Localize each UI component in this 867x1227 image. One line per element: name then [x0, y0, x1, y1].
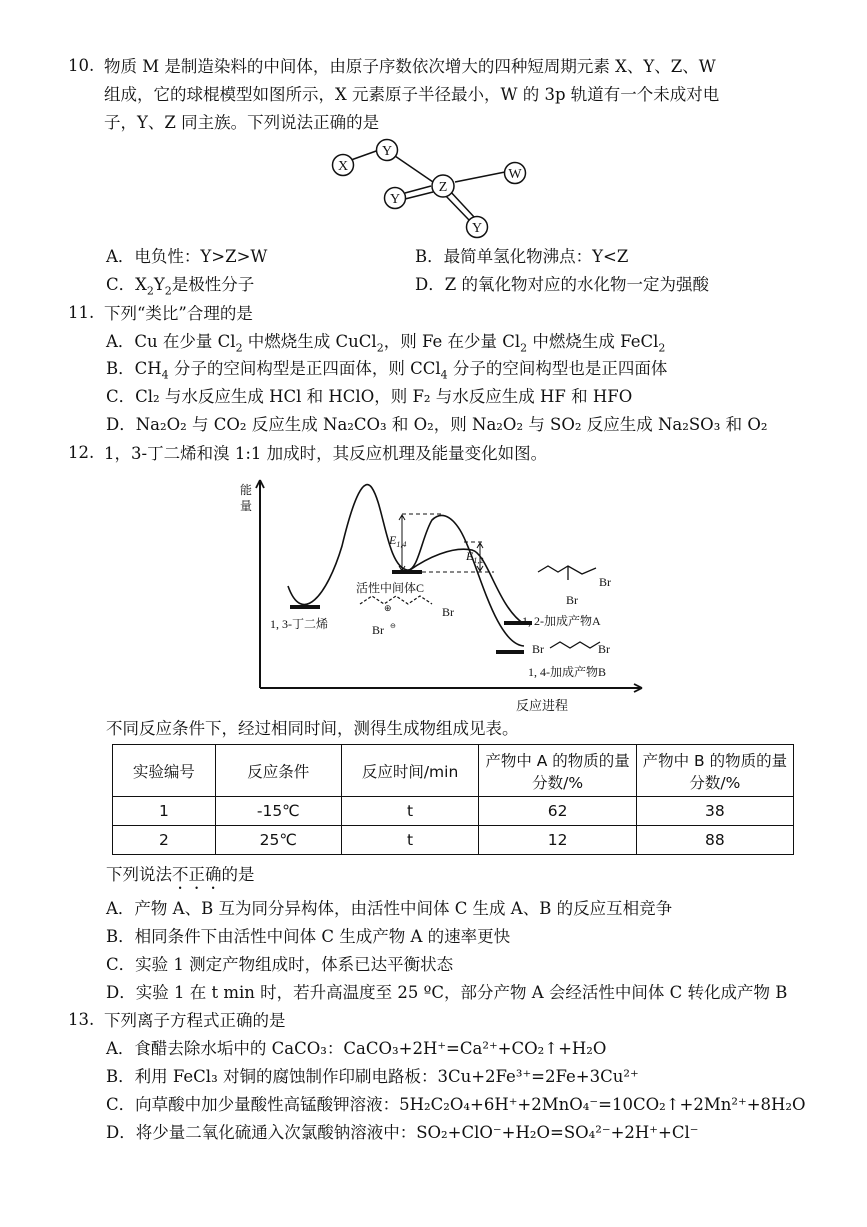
q13-option-d: D．将少量二氧化硫通入次氯酸钠溶液中：SO₂+ClO⁻+H₂O=SO₄²⁻+2H⁺+Cl⁻ — [106, 1123, 699, 1142]
q11-a-sub: 2 — [520, 341, 528, 355]
y-axis-label-1: 能 — [240, 483, 253, 497]
atom-y-label-3: Y — [471, 221, 483, 236]
atom-w-label: W — [508, 167, 522, 182]
question-12-number: 12. — [68, 443, 95, 462]
table-cell: -15℃ — [215, 797, 341, 826]
question-10-stem-line-1: 物质 M 是制造染料的中间体，由原子序数依次增大的四种短周期元素 X、Y、Z、W — [104, 57, 716, 76]
q11-a-part: ，则 Fe 在少量 Cl — [383, 332, 521, 351]
q11-a-sub: 2 — [376, 341, 384, 355]
table-header-cell: 反应条件 — [215, 745, 341, 797]
table-cell: t — [341, 826, 479, 855]
q10-option-c-pre: C．X — [106, 275, 147, 294]
q11-a-sub: 2 — [658, 341, 666, 355]
product-b-label: 1, 4-加成产物B — [528, 665, 607, 679]
e14-label: $E_{1,4}$ — [389, 533, 407, 549]
table-cell: 38 — [636, 797, 793, 826]
q13-option-c: C．向草酸中加少量酸性高锰酸钾溶液：5H₂C₂O₄+6H⁺+2MnO₄⁻=10CO₂↑+2Mn²⁺+8H₂O — [106, 1095, 806, 1114]
table-header-cell: 反应时间/min — [341, 745, 479, 797]
table-cell: 1 — [113, 797, 216, 826]
product-a-br-2: Br — [566, 593, 578, 607]
q11-b-part: 分子的空间构型也是正四面体 — [447, 359, 668, 378]
ball-stick-model — [325, 138, 535, 243]
results-table — [112, 744, 794, 855]
x-axis-label: 反应进程 — [516, 698, 569, 713]
q11-option-a — [106, 331, 665, 353]
table-intro: 不同反应条件下，经过相同时间，测得生成物组成见表。 — [106, 719, 519, 738]
q11-b-sub: 4 — [161, 368, 169, 382]
q12-ask-pre: 下列说法 — [106, 865, 172, 884]
q11-a-part: A．Cu 在少量 Cl — [106, 332, 236, 351]
question-11-number: 11. — [68, 303, 95, 322]
atom-z-label: Z — [438, 180, 448, 195]
atom-x-label: X — [337, 159, 349, 174]
intermediate-br-minus: Br — [372, 623, 384, 637]
q11-b-sub: 4 — [440, 368, 448, 382]
question-10-stem-line-2: 组成，它的球棍模型如图所示，X 元素原子半径最小，W 的 3p 轨道有一个未成对电 — [104, 85, 720, 104]
br-minus-sign: ⊖ — [390, 622, 396, 630]
question-10-number: 10. — [68, 56, 95, 75]
atom-y-label-2: Y — [389, 192, 401, 207]
table-header-cell: 产物中 A 的物质的量分数/% — [479, 745, 636, 797]
q11-a-part: 中燃烧生成 FeCl — [527, 332, 659, 351]
atom-y-label-1: Y — [381, 144, 393, 159]
q11-a-sub: 2 — [235, 341, 243, 355]
q11-a-part: 中燃烧生成 CuCl — [242, 332, 377, 351]
table-row — [113, 797, 794, 826]
y-axis-label-2: 量 — [240, 499, 253, 513]
q10-option-c-sub2: 2 — [164, 284, 172, 298]
intermediate-charge: ⊕ — [384, 603, 392, 613]
q13-option-a: A．食醋去除水垢中的 CaCO₃：CaCO₃+2H⁺=Ca²⁺+CO₂↑+H₂O — [106, 1039, 607, 1058]
q12-option-a: A．产物 A、B 互为同分异构体，由活性中间体 C 生成 A、B 的反应互相竞争 — [106, 899, 673, 918]
q12-ask-emphasis: 不正确 — [172, 865, 222, 884]
intermediate-br-right: Br — [442, 605, 454, 619]
table-header-row — [113, 745, 794, 797]
table-header-cell: 实验编号 — [113, 745, 216, 797]
table-cell: 12 — [479, 826, 636, 855]
question-10-stem-line-3: 子，Y、Z 同主族。下列说法正确的是 — [104, 113, 380, 132]
table-cell: 88 — [636, 826, 793, 855]
q10-option-c-sub1: 2 — [146, 284, 154, 298]
q11-b-part: 分子的空间构型是正四面体，则 CCl — [168, 359, 441, 378]
q12-option-d: D．实验 1 在 t min 时，若升高温度至 25 ºC，部分产物 A 会经活性中间体 C 转化成产物 B — [106, 983, 788, 1002]
table-row — [113, 826, 794, 855]
q12-ask — [106, 864, 255, 893]
product-b-br-1: Br — [532, 642, 544, 656]
q11-b-part: B．CH — [106, 359, 162, 378]
product-a-br-1: Br — [599, 575, 611, 589]
product-a-label: 1, 2-加成产物A — [522, 614, 601, 628]
table-cell: 2 — [113, 826, 216, 855]
q10-option-b: B．最简单氢化物沸点：Y<Z — [415, 247, 629, 266]
energy-diagram — [232, 476, 652, 716]
q11-option-d: D．Na₂O₂ 与 CO₂ 反应生成 Na₂CO₃ 和 O₂，则 Na₂O₂ 与 SO₂ 反应生成 Na₂SO₃ 和 O₂ — [106, 415, 768, 434]
question-11-stem: 下列“类比”合理的是 — [104, 304, 253, 323]
q10-option-d: D．Z 的氧化物对应的水化物一定为强酸 — [415, 275, 709, 294]
question-12-stem: 1，3-丁二烯和溴 1:1 加成时，其反应机理及能量变化如图。 — [104, 444, 548, 463]
intermediate-label: 活性中间体C — [356, 581, 425, 595]
q13-option-b: B．利用 FeCl₃ 对铜的腐蚀制作印刷电路板：3Cu+2Fe³⁺=2Fe+3Cu²⁺ — [106, 1067, 639, 1086]
table-cell: 62 — [479, 797, 636, 826]
table-header-cell: 产物中 B 的物质的量分数/% — [636, 745, 793, 797]
reactant-label: 1, 3-丁二烯 — [270, 617, 328, 631]
q12-ask-post: 的是 — [221, 865, 255, 884]
table-cell: t — [341, 797, 479, 826]
table-cell: 25℃ — [215, 826, 341, 855]
q12-option-c: C．实验 1 测定产物组成时，体系已达平衡状态 — [106, 955, 454, 974]
question-13-stem: 下列离子方程式正确的是 — [104, 1011, 286, 1030]
q10-option-c-post: 是极性分子 — [171, 275, 255, 294]
e12-label: $E_{1,2}$ — [466, 549, 484, 565]
product-b-br-2: Br — [598, 642, 610, 656]
q11-option-b — [106, 358, 667, 380]
q10-option-c-mid: Y — [153, 275, 165, 294]
q10-option-c — [106, 274, 254, 296]
question-13-number: 13. — [68, 1010, 95, 1029]
q11-option-c: C．Cl₂ 与水反应生成 HCl 和 HClO，则 F₂ 与水反应生成 HF 和 HFO — [106, 387, 633, 406]
q10-option-a: A．电负性：Y>Z>W — [106, 247, 268, 266]
q12-option-b: B．相同条件下由活性中间体 C 生成产物 A 的速率更快 — [106, 927, 511, 946]
